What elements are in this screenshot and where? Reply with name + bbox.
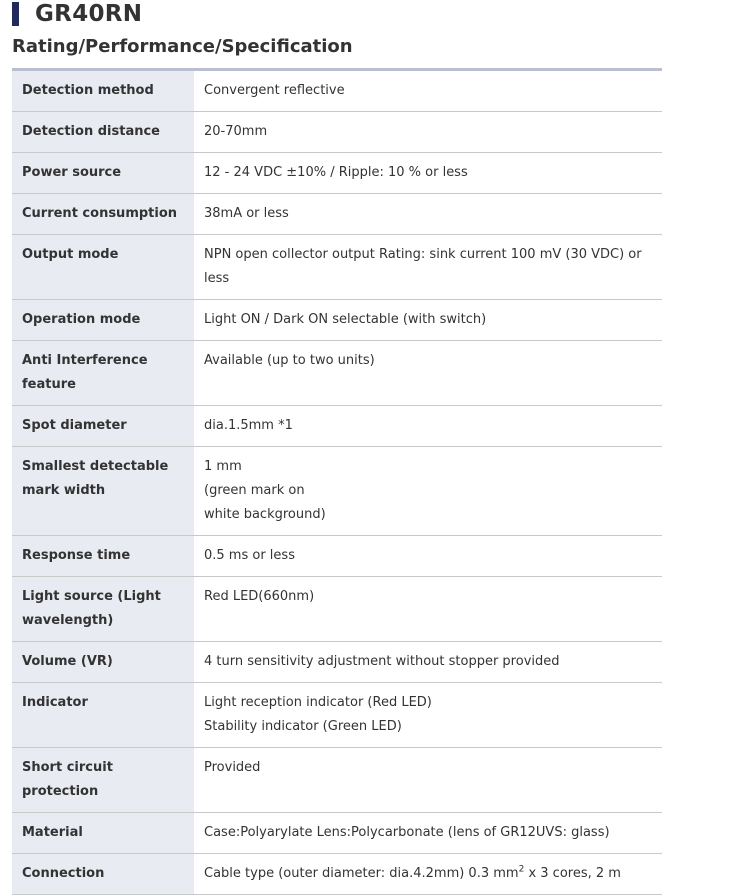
table-row bbox=[12, 748, 662, 813]
spec-value-line: 20-70mm bbox=[204, 124, 268, 139]
spec-label: Detection method bbox=[12, 70, 194, 112]
spec-label: Power source bbox=[12, 153, 194, 194]
spec-label: Detection distance bbox=[12, 112, 194, 153]
spec-value bbox=[194, 854, 662, 895]
spec-value bbox=[194, 406, 662, 447]
spec-label: Smallest detectable mark width bbox=[12, 447, 194, 536]
table-row bbox=[12, 112, 662, 153]
spec-value-line: (green mark on bbox=[204, 483, 305, 498]
spec-value bbox=[194, 70, 662, 112]
table-row bbox=[12, 642, 662, 683]
spec-value-line: 0.5 ms or less bbox=[204, 548, 295, 563]
table-row bbox=[12, 813, 662, 854]
spec-value-line: 1 mm bbox=[204, 459, 242, 474]
section-heading: Rating/Performance/Specification bbox=[12, 36, 353, 57]
table-row bbox=[12, 235, 662, 300]
spec-table bbox=[12, 68, 662, 895]
spec-value bbox=[194, 235, 662, 300]
spec-label: Operation mode bbox=[12, 300, 194, 341]
spec-value bbox=[194, 536, 662, 577]
table-row bbox=[12, 70, 662, 112]
spec-label: Output mode bbox=[12, 235, 194, 300]
table-row bbox=[12, 854, 662, 895]
spec-value-line: dia.1.5mm *1 bbox=[204, 418, 293, 433]
spec-value-text: x 3 cores, 2 m bbox=[524, 866, 621, 881]
spec-value bbox=[194, 112, 662, 153]
spec-value bbox=[194, 153, 662, 194]
table-row bbox=[12, 300, 662, 341]
spec-value bbox=[194, 300, 662, 341]
spec-value-line: Convergent reflective bbox=[204, 83, 345, 98]
spec-value bbox=[194, 813, 662, 854]
table-row bbox=[12, 536, 662, 577]
spec-value-line: 4 turn sensitivity adjustment without stopper provided bbox=[204, 654, 560, 669]
spec-label: Indicator bbox=[12, 683, 194, 748]
title-accent-bar bbox=[12, 2, 19, 26]
table-row bbox=[12, 153, 662, 194]
spec-value bbox=[194, 447, 662, 536]
spec-value-superscript: 2 bbox=[518, 864, 525, 875]
spec-value-line: Light ON / Dark ON selectable (with switch) bbox=[204, 312, 487, 327]
spec-label: Spot diameter bbox=[12, 406, 194, 447]
spec-value-line: NPN open collector output Rating: sink current 100 mV (30 VDC) or less bbox=[204, 247, 642, 286]
spec-label: Light source (Light wavelength) bbox=[12, 577, 194, 642]
spec-value-line: Light reception indicator (Red LED) bbox=[204, 695, 432, 710]
spec-value bbox=[194, 341, 662, 406]
spec-value-line: Stability indicator (Green LED) bbox=[204, 719, 402, 734]
spec-value bbox=[194, 642, 662, 683]
table-row bbox=[12, 406, 662, 447]
spec-value bbox=[194, 748, 662, 813]
spec-value-line: white background) bbox=[204, 507, 326, 522]
spec-label: Connection bbox=[12, 854, 194, 895]
spec-value bbox=[194, 577, 662, 642]
spec-value-line: Red LED(660nm) bbox=[204, 589, 315, 604]
table-row bbox=[12, 577, 662, 642]
table-row bbox=[12, 194, 662, 235]
spec-value bbox=[194, 194, 662, 235]
spec-label: Volume (VR) bbox=[12, 642, 194, 683]
spec-label: Anti Interference feature bbox=[12, 341, 194, 406]
spec-label: Current consumption bbox=[12, 194, 194, 235]
product-name: GR40RN bbox=[35, 1, 143, 27]
spec-value-text: Cable type (outer diameter: dia.4.2mm) 0.3 mm bbox=[204, 866, 519, 881]
spec-value-line: Provided bbox=[204, 760, 261, 775]
spec-label: Response time bbox=[12, 536, 194, 577]
spec-value-line: Case:Polyarylate Lens:Polycarbonate (lens of GR12UVS: glass) bbox=[204, 825, 610, 840]
table-row bbox=[12, 683, 662, 748]
spec-label: Material bbox=[12, 813, 194, 854]
spec-value-line: 12 - 24 VDC ±10% / Ripple: 10 % or less bbox=[204, 165, 468, 180]
spec-table-body bbox=[12, 70, 662, 895]
spec-label: Short circuit protection bbox=[12, 748, 194, 813]
table-row bbox=[12, 447, 662, 536]
spec-value bbox=[194, 683, 662, 748]
spec-value-line: Available (up to two units) bbox=[204, 353, 375, 368]
spec-value-line: 38mA or less bbox=[204, 206, 289, 221]
page-title bbox=[12, 0, 142, 28]
table-row bbox=[12, 341, 662, 406]
